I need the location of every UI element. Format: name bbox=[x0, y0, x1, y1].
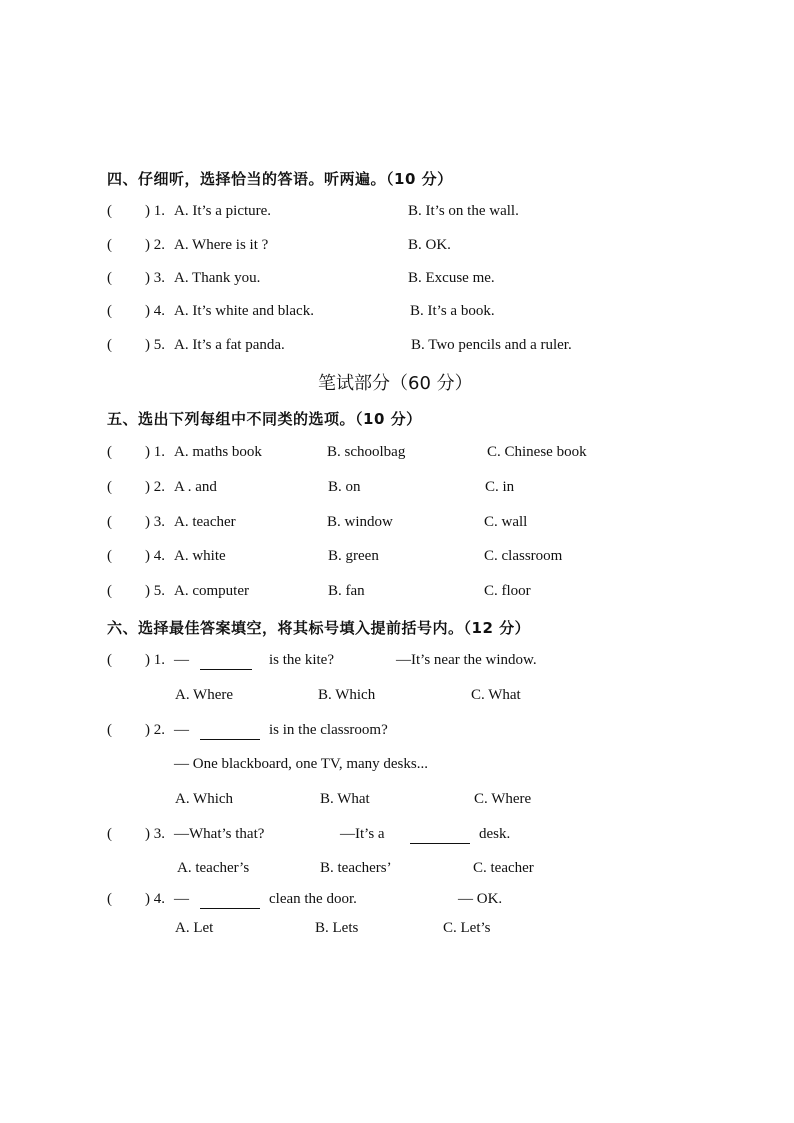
question-number: ) 4. bbox=[145, 548, 165, 564]
option-c: C. Let’s bbox=[443, 920, 491, 936]
question-text: —What’s that? bbox=[174, 826, 265, 842]
question-number: ) 1. bbox=[145, 652, 165, 668]
option-c: C. in bbox=[485, 479, 515, 495]
fill-blank[interactable] bbox=[200, 894, 260, 909]
option-b: B. green bbox=[328, 548, 379, 564]
question-number: ) 5. bbox=[145, 583, 165, 599]
answer-paren[interactable]: ( bbox=[107, 722, 112, 738]
option-a: A. maths book bbox=[174, 444, 262, 460]
option-b: B. schoolbag bbox=[327, 444, 406, 460]
option-b: B. It’s a book. bbox=[410, 303, 495, 319]
answer-paren[interactable]: ( bbox=[107, 237, 112, 253]
answer-paren[interactable]: ( bbox=[107, 652, 112, 668]
answer-paren[interactable]: ( bbox=[107, 826, 112, 842]
option-a: A. white bbox=[174, 548, 226, 564]
option-a: A. teacher bbox=[174, 514, 236, 530]
question-number: ) 2. bbox=[145, 722, 165, 738]
question-text: clean the door. bbox=[269, 891, 357, 907]
option-a: A. It’s white and black. bbox=[174, 303, 314, 319]
answer-paren[interactable]: ( bbox=[107, 303, 112, 319]
option-a: A. Where bbox=[175, 687, 234, 703]
question-number: ) 3. bbox=[145, 826, 165, 842]
option-a: A. It’s a fat panda. bbox=[174, 337, 285, 353]
option-b: B. Which bbox=[318, 687, 376, 703]
option-b: B. Excuse me. bbox=[408, 270, 495, 286]
fill-blank[interactable] bbox=[410, 829, 470, 844]
answer-text: — One blackboard, one TV, many desks... bbox=[174, 756, 428, 772]
option-a: A. Let bbox=[175, 920, 214, 936]
answer-paren[interactable]: ( bbox=[107, 514, 112, 530]
section4-heading: 四、仔细听，选择恰当的答语。听两遍。（10 分） bbox=[107, 170, 453, 188]
question-text: is the kite? bbox=[269, 652, 334, 668]
answer-paren[interactable]: ( bbox=[107, 203, 112, 219]
option-b: B. Lets bbox=[315, 920, 359, 936]
answer-paren[interactable]: ( bbox=[107, 444, 112, 460]
question-number: ) 1. bbox=[145, 444, 165, 460]
answer-text-start: —It’s a bbox=[340, 826, 385, 842]
option-b: B. Two pencils and a ruler. bbox=[411, 337, 572, 353]
option-b: B. What bbox=[320, 791, 370, 807]
option-c: C. wall bbox=[484, 514, 528, 530]
option-a: A. Thank you. bbox=[174, 270, 261, 286]
dialogue-dash: — bbox=[174, 722, 189, 738]
option-c: C. floor bbox=[484, 583, 531, 599]
question-number: ) 3. bbox=[145, 514, 165, 530]
answer-text: —It’s near the window. bbox=[396, 652, 537, 668]
option-b: B. OK. bbox=[408, 237, 451, 253]
answer-paren[interactable]: ( bbox=[107, 337, 112, 353]
option-b: B. fan bbox=[328, 583, 365, 599]
option-c: C. Chinese book bbox=[487, 444, 587, 460]
option-c: C. classroom bbox=[484, 548, 563, 564]
option-a: A. teacher’s bbox=[177, 860, 250, 876]
option-a: A. Where is it ? bbox=[174, 237, 269, 253]
answer-paren[interactable]: ( bbox=[107, 479, 112, 495]
answer-text-end: desk. bbox=[479, 826, 511, 842]
option-a: A. computer bbox=[174, 583, 249, 599]
answer-text: — OK. bbox=[458, 891, 503, 907]
question-number: ) 3. bbox=[145, 270, 165, 286]
question-number: ) 5. bbox=[145, 337, 165, 353]
option-b: B. It’s on the wall. bbox=[408, 203, 519, 219]
dialogue-dash: — bbox=[174, 652, 189, 668]
written-part-title: 笔试部分（60 分） bbox=[318, 373, 473, 394]
fill-blank[interactable] bbox=[200, 655, 252, 670]
question-text: is in the classroom? bbox=[269, 722, 388, 738]
answer-paren[interactable]: ( bbox=[107, 548, 112, 564]
fill-blank[interactable] bbox=[200, 725, 260, 740]
option-a: A. It’s a picture. bbox=[174, 203, 272, 219]
option-c: C. teacher bbox=[473, 860, 534, 876]
answer-paren[interactable]: ( bbox=[107, 583, 112, 599]
question-number: ) 1. bbox=[145, 203, 165, 219]
option-a: A. Which bbox=[175, 791, 234, 807]
question-number: ) 2. bbox=[145, 237, 165, 253]
section5-heading: 五、选出下列每组中不同类的选项。（10 分） bbox=[107, 410, 422, 428]
option-b: B. on bbox=[328, 479, 361, 495]
section6-heading: 六、选择最佳答案填空，将其标号填入提前括号内。（12 分） bbox=[107, 619, 531, 637]
option-c: C. What bbox=[471, 687, 521, 703]
option-c: C. Where bbox=[474, 791, 532, 807]
question-number: ) 2. bbox=[145, 479, 165, 495]
option-a: A . and bbox=[174, 479, 217, 495]
question-number: ) 4. bbox=[145, 891, 165, 907]
option-b: B. teachers’ bbox=[320, 860, 392, 876]
answer-paren[interactable]: ( bbox=[107, 891, 112, 907]
option-b: B. window bbox=[327, 514, 393, 530]
dialogue-dash: — bbox=[174, 891, 189, 907]
question-number: ) 4. bbox=[145, 303, 165, 319]
answer-paren[interactable]: ( bbox=[107, 270, 112, 286]
